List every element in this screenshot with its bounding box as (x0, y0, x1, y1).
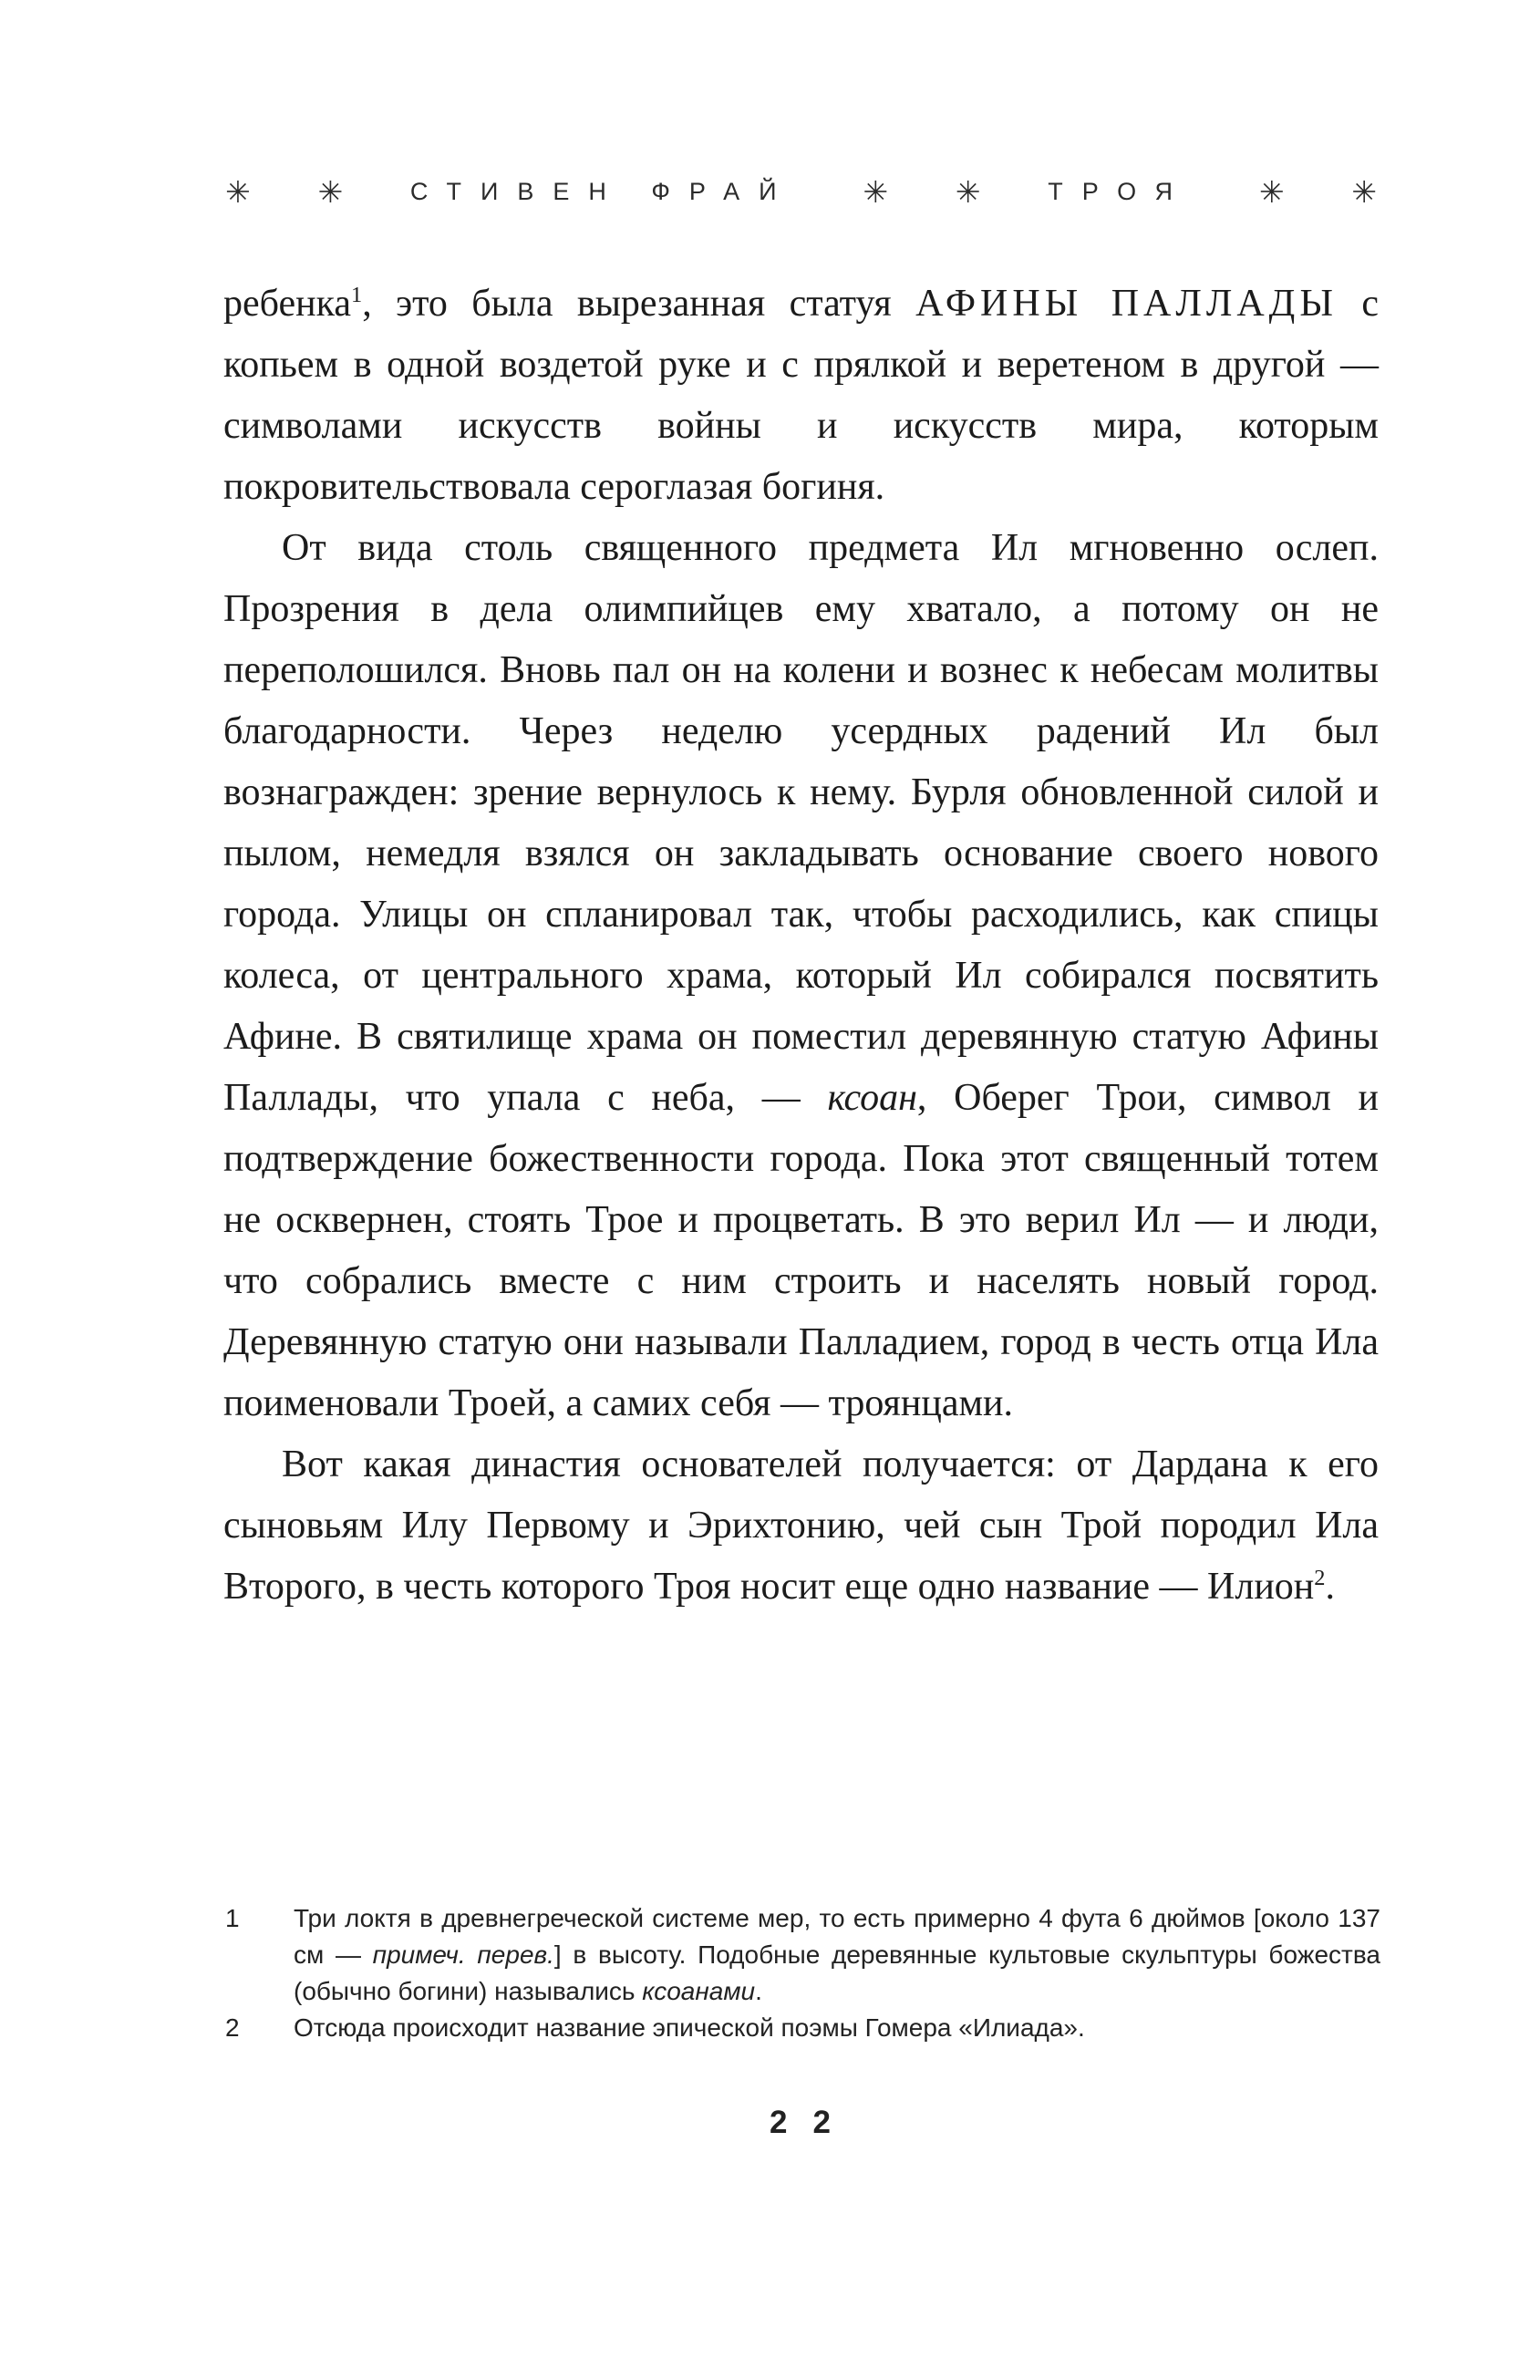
footnote-reference: 1 (351, 283, 363, 307)
text-run: ребенка (223, 283, 351, 325)
text-run: , Оберег Трои, символ и подтверждение божественности города. Пока этот священный тотем не осквернен, стоять Трое и процветать. В это верил Ил — и люди, что собрались вместе с ним строить и населять новый город. Деревянную статую они называли Палладием, город в честь отца Ила поименовали Троей, а самих себя — троянцами. (223, 1077, 1380, 1424)
text-run: с копьем в одной воздетой руке и с прялкой и веретеном в другой — символами искусств войны и искусств мира, которым покровительствовала сероглазая богиня. (223, 283, 1379, 508)
footnote (223, 1900, 1380, 2010)
footnote-text (294, 1904, 1380, 2005)
text-run: ксоан (827, 1077, 917, 1119)
text-run: . (755, 1977, 762, 2005)
footnote-reference: 2 (1314, 1566, 1326, 1590)
running-header (225, 174, 1377, 210)
text-run: примеч. перев. (372, 1940, 554, 1969)
text-run: Три локтя в древнегреческой системе мер, то есть примерно 4 фута 6 дюймов [около 137 см — (294, 1904, 1380, 1969)
asterisk-icon: ✳ (955, 174, 981, 210)
asterisk-icon: ✳ (1258, 174, 1285, 210)
body-text (223, 274, 1379, 1618)
paragraph (223, 1434, 1379, 1618)
footnote (223, 2010, 1380, 2046)
paragraph (223, 518, 1379, 1434)
text-run: ксоанами (642, 1977, 756, 2005)
text-run: От вида столь священного предмета Ил мгновенно ослеп. Прозрения в дела олимпийцев ему хватало, а потому он не переполошился. Вновь пал он на колени и вознес к небесам молитвы благодарности. Через неделю усердных радений Ил был вознагражден: зрение вернулось к нему. Бурля обновленной силой и пылом, немедля взялся он закладывать основание своего нового города. Улицы он спланировал так, чтобы расходились, как спицы колеса, от центрального храма, который Ил собирался посвятить Афине. В святилище храма он поместил деревянную статую Афины Паллады, что упала с неба, — (223, 527, 1379, 1119)
running-header-title: ТРОЯ (1048, 178, 1193, 205)
text-run: , это была вырезанная статуя (362, 283, 916, 325)
text-run: Вот какая династия основателей получается: от Дардана к его сыновьям Илу Первому и Эрихтонию, чей сын Трой породил Ила Второго, в честь которого Троя носит еще одно название — Илион (223, 1444, 1379, 1608)
page-number: 22 (770, 2105, 856, 2140)
asterisk-icon: ✳ (1351, 174, 1377, 210)
footnote-marker: 1 (225, 1904, 240, 1932)
text-run: АФИНЫ ПАЛЛАДЫ (915, 283, 1338, 325)
text-run: . (1325, 1566, 1335, 1608)
asterisk-icon: ✳ (863, 174, 888, 210)
footnote-text (294, 2013, 1085, 2042)
footnotes (223, 1900, 1380, 2046)
asterisk-icon: ✳ (225, 174, 251, 210)
paragraph (223, 274, 1379, 518)
text-run: ] в высоту. Подобные деревянные культовые скульптуры божества (обычно богини) назывались (294, 1940, 1380, 2005)
running-header-author: СТИВЕН ФРАЙ (409, 178, 796, 205)
asterisk-icon: ✳ (317, 174, 344, 210)
footnote-marker: 2 (225, 2013, 240, 2042)
text-run: Отсюда происходит название эпической поэмы Гомера «Илиада». (294, 2013, 1085, 2042)
